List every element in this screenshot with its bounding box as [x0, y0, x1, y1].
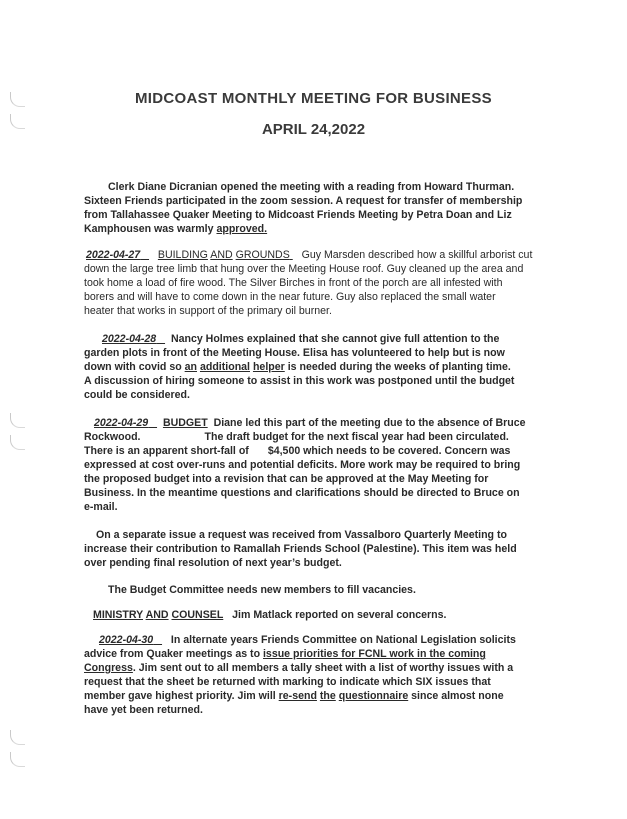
- paragraph-line: [84, 222, 522, 236]
- paragraph-line: took home a load of fire wood. The Silver Birches in front of the porch are all infested with: [84, 277, 503, 289]
- paragraph-line: garden plots in front of the Meeting House. Elisa has volunteered to help but is now: [84, 347, 505, 359]
- budget-committee-note: [108, 583, 416, 597]
- underlined-word: questionnaire: [338, 690, 409, 702]
- topic-label: AND: [145, 609, 169, 621]
- underlined-word: additional: [199, 361, 250, 373]
- underlined-word: the: [319, 690, 336, 702]
- topic-label: COUNSEL: [171, 609, 224, 621]
- fcnl-paragraph: [84, 633, 516, 717]
- paragraph-line: e-mail.: [84, 501, 118, 513]
- topic-label: BUILDING: [157, 249, 208, 261]
- entry-date: 2022-04-27: [86, 249, 141, 261]
- punch-hole-mark: [10, 413, 25, 428]
- paragraph-text: Nancy Holmes explained that she cannot give full attention to the: [170, 333, 500, 345]
- paragraph-text: There is an apparent short-fall of: [84, 445, 249, 457]
- paragraph-line: over pending final resolution of next year’s budget.: [84, 557, 342, 569]
- underlined-word: re-send: [278, 690, 317, 702]
- paragraph-line: On a separate issue a request was received from Vassalboro Quarterly Meeting to: [96, 529, 507, 541]
- paragraph-line: have yet been returned.: [84, 704, 203, 716]
- underlined-phrase: issue priorities for FCNL work in the coming: [262, 648, 486, 660]
- document-title: MIDCOAST MONTHLY MEETING FOR BUSINESS: [135, 90, 492, 107]
- punch-hole-mark: [10, 730, 25, 745]
- underlined-word: an: [184, 361, 198, 373]
- paragraph-line: [84, 689, 516, 703]
- paragraph-text: . Jim sent out to all members a tally sheet with a list of worthy issues with a: [132, 662, 514, 674]
- ministry-counsel-heading: [93, 608, 446, 622]
- paragraph-text: Kamphousen was warmly: [84, 223, 217, 235]
- paragraph-line: The Budget Committee needs new members to fill vacancies.: [108, 584, 416, 596]
- entry-date: 2022-04-28: [102, 333, 157, 345]
- paragraph-line: [84, 647, 516, 661]
- topic-label: AND: [210, 249, 233, 261]
- approved-word: approved.: [216, 223, 268, 235]
- paragraph-line: heater that works in support of the primary oil burner.: [84, 305, 332, 317]
- paragraph-text: The draft budget for the next fiscal year had been circulated.: [204, 431, 509, 443]
- paragraph-line: the proposed budget into a revision that can be approved at the May Meeting for: [84, 473, 489, 485]
- budget-paragraph: [84, 416, 526, 514]
- entry-date: 2022-04-29: [94, 417, 149, 429]
- paragraph-text: In alternate years Friends Committee on National Legislation solicits: [170, 634, 516, 646]
- vassalboro-paragraph: [84, 528, 517, 570]
- paragraph-line: [84, 332, 514, 346]
- paragraph-line: [84, 248, 532, 262]
- paragraph-line: increase their contribution to Ramallah Friends School (Palestine). This item was held: [84, 543, 517, 555]
- paragraph-text: down with covid so: [84, 361, 185, 373]
- paragraph-text: is needed during the weeks of planting time.: [284, 361, 511, 373]
- paragraph-text: $4,500 which needs to be covered. Concern was: [267, 445, 511, 457]
- paragraph-line: [84, 416, 526, 430]
- paragraph-line: A discussion of hiring someone to assist in this work was postponed until the budget: [84, 375, 515, 387]
- paragraph-line: could be considered.: [84, 389, 190, 401]
- paragraph-text: Jim Matlack reported on several concerns.: [232, 609, 447, 621]
- paragraph-line: [93, 608, 446, 622]
- underlined-word: helper: [252, 361, 285, 373]
- paragraph-line: Sixteen Friends participated in the zoom session. A request for transfer of membership: [84, 195, 523, 207]
- garden-paragraph: [84, 332, 514, 402]
- paragraph-line: down the large tree limb that hung over the Meeting House roof. Guy cleaned up the area and: [84, 263, 524, 275]
- paragraph-line: Clerk Diane Dicranian opened the meeting with a reading from Howard Thurman.: [108, 181, 515, 193]
- topic-label: GROUNDS: [235, 249, 290, 261]
- entry-date: 2022-04-30: [99, 634, 154, 646]
- underlined-word: Congress: [84, 662, 133, 674]
- paragraph-line: [84, 444, 526, 458]
- paragraph-line: borers and will have to come down in the near future. Guy also replaced the small water: [84, 291, 496, 303]
- building-grounds-paragraph: [84, 248, 532, 318]
- paragraph-text: Guy Marsden described how a skillful arborist cut: [301, 249, 533, 261]
- paragraph-line: [84, 633, 516, 647]
- paragraph-line: [84, 661, 516, 675]
- topic-label: BUDGET: [162, 417, 208, 429]
- topic-label: MINISTRY: [93, 609, 144, 621]
- paragraph-line: expressed at cost over-runs and potential deficits. More work may be required to bring: [84, 459, 521, 471]
- paragraph-text: since almost none: [408, 690, 504, 702]
- document-date: APRIL 24,2022: [261, 121, 366, 138]
- opening-paragraph: [84, 180, 522, 236]
- paragraph-line: Business. In the meantime questions and clarifications should be directed to Bruce on: [84, 487, 520, 499]
- paragraph-text: Diane led this part of the meeting due to the absence of Bruce: [213, 417, 526, 429]
- paragraph-line: [84, 430, 526, 444]
- paragraph-text: member gave highest priority. Jim will: [84, 690, 279, 702]
- paragraph-text: advice from Quaker meetings as to: [84, 648, 263, 660]
- paragraph-line: from Tallahassee Quaker Meeting to Midcoast Friends Meeting by Petra Doan and Liz: [84, 209, 512, 221]
- paragraph-text: Rockwood.: [84, 431, 141, 443]
- paragraph-line: [84, 360, 514, 374]
- punch-hole-mark: [10, 752, 25, 767]
- paragraph-line: request that the sheet be returned with marking to indicate which SIX issues that: [84, 676, 491, 688]
- punch-hole-mark: [10, 435, 25, 450]
